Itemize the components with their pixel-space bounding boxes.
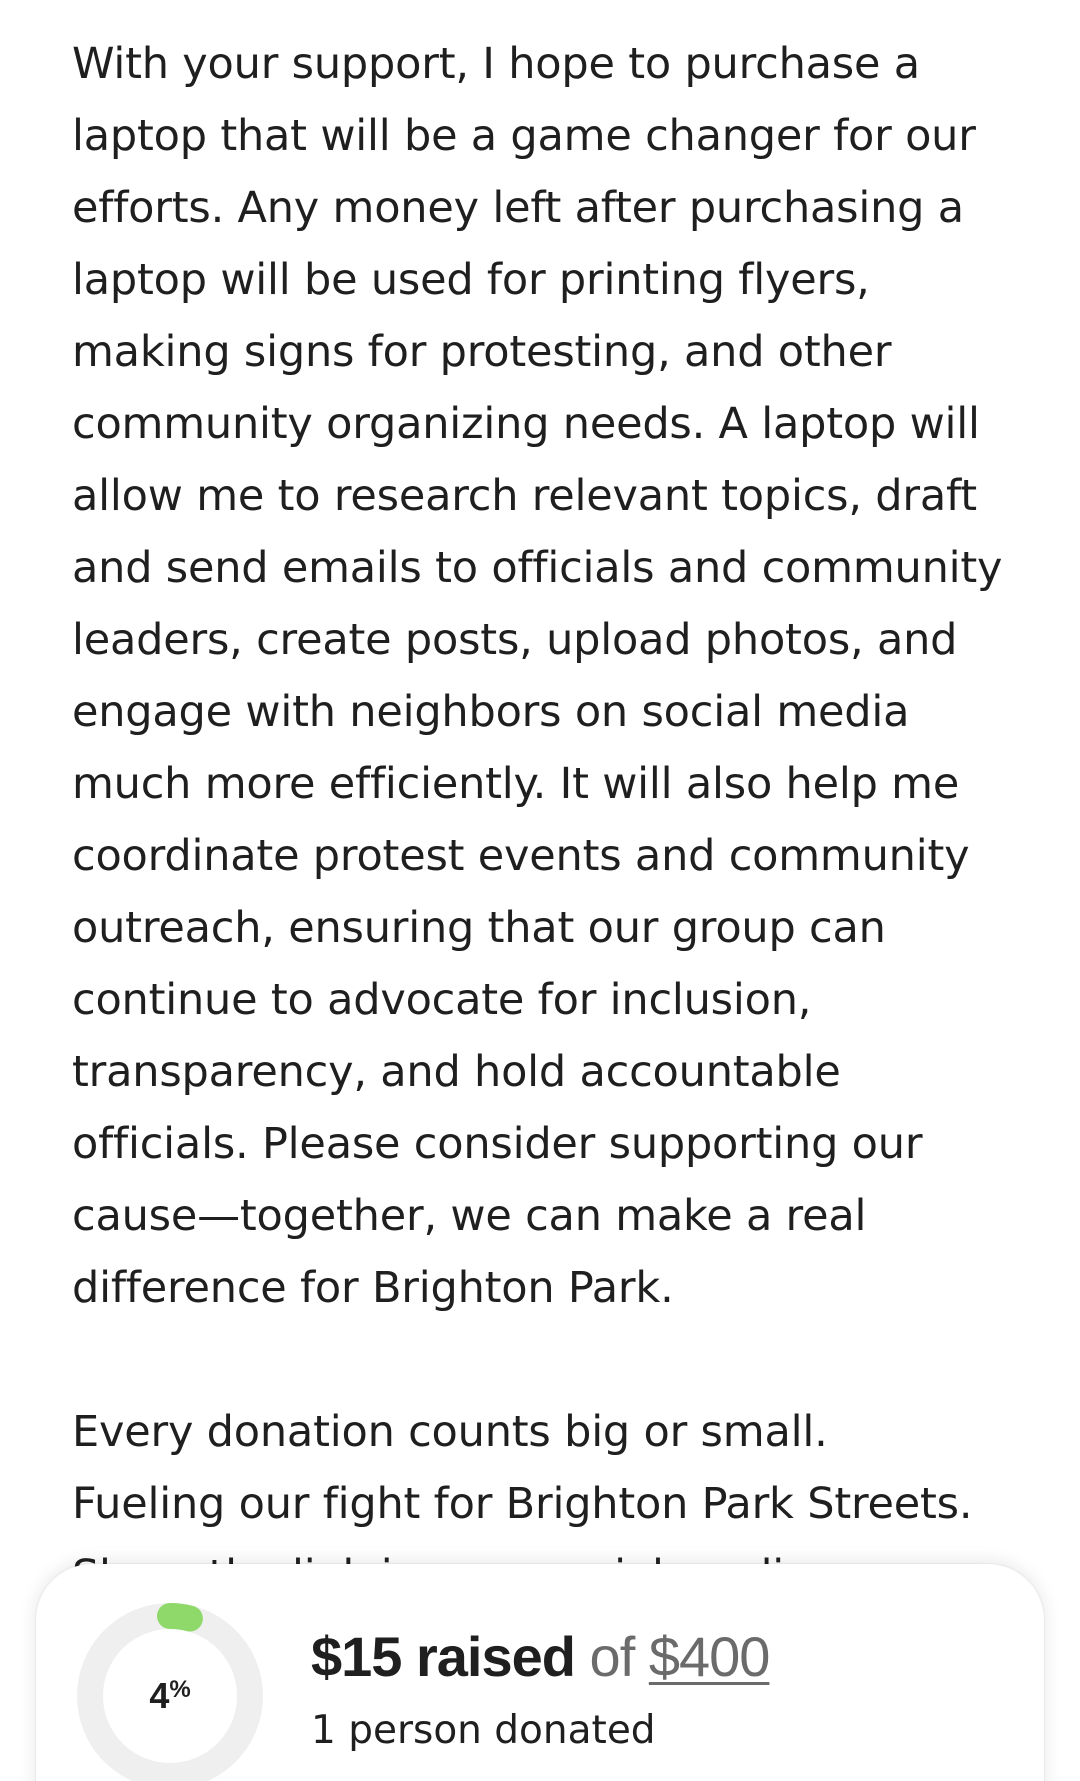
goal-amount-link[interactable]: $400 (648, 1625, 770, 1688)
story-line-every-donation: Every donation counts big or small. (72, 1407, 828, 1457)
raised-of-text: of (574, 1625, 649, 1688)
raised-summary (311, 1622, 769, 1693)
progress-percent-number: 4 (149, 1675, 170, 1716)
donor-count: 1 person donated (311, 1708, 656, 1753)
progress-percent (72, 1598, 268, 1781)
progress-ring (72, 1598, 268, 1781)
raised-amount: $15 raised (311, 1625, 575, 1688)
story-text (72, 28, 1022, 1612)
story-line-fueling: Fueling our fight for Brighton Park Streets. (72, 1479, 973, 1529)
progress-percent-sign: % (169, 1676, 191, 1703)
story-paragraph-1: With your support, I hope to purchase a laptop that will be a game changer for our efforts. Any money left after purchasing a laptop will be used for printing flyers, making signs for protesting, and other community organizing needs. A laptop will allow me to research relevant topics, draft and send emails to officials and community leaders, create posts, upload photos, and engage with neighbors on social media much more efficiently. It will also help me coordinate protest events and community outreach, ensuring that our group can continue to advocate for inclusion, transparency, and hold accountable officials. Please consider supporting our cause—together, we can make a real difference for Brighton Park. (72, 39, 1003, 1313)
donation-summary-sheet[interactable] (36, 1564, 1044, 1781)
